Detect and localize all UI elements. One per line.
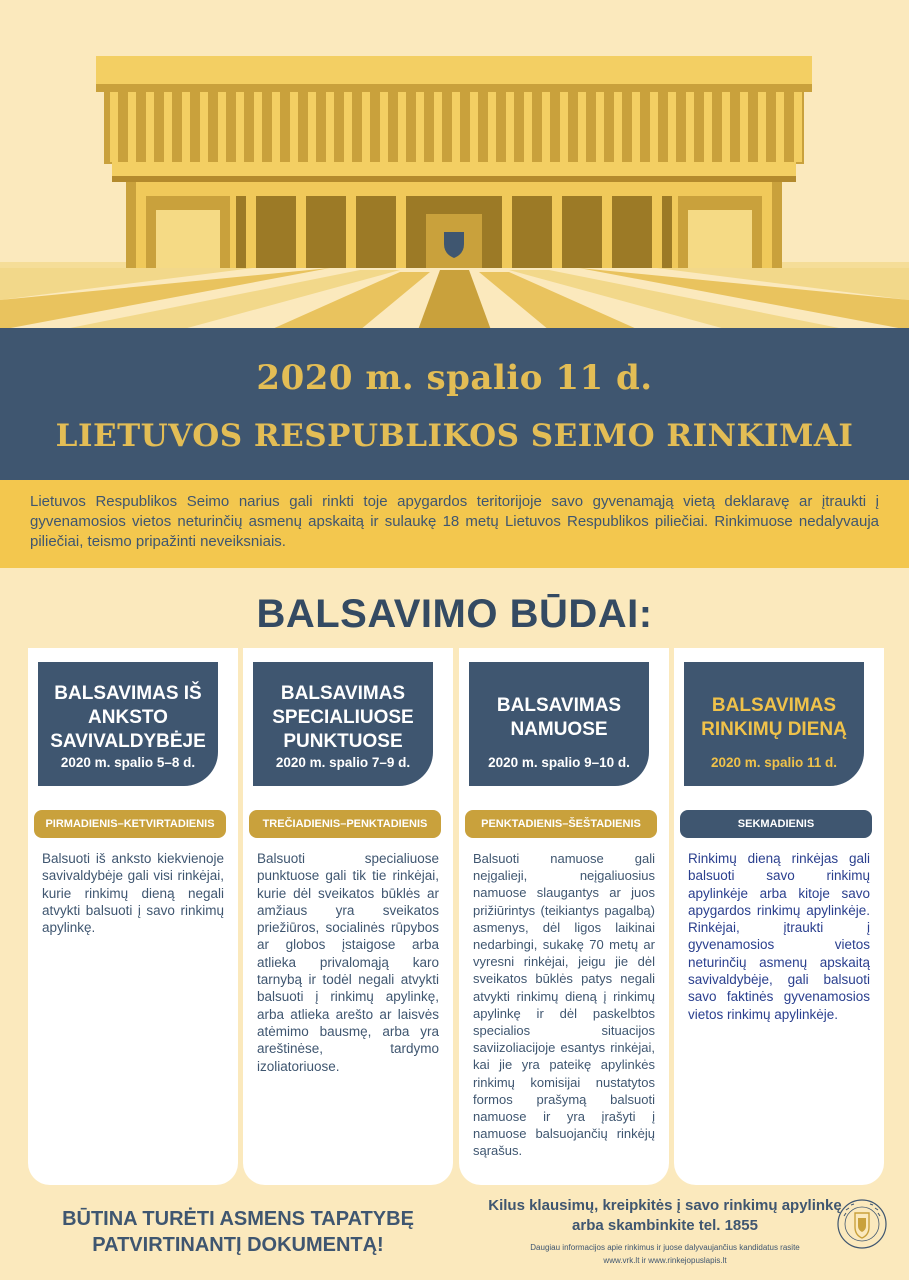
card-days-badge: PIRMADIENIS–KETVIRTADIENIS [34,810,226,838]
card-days-badge: PENKTADIENIS–ŠEŠTADIENIS [465,810,657,838]
info-links: www.vrk.lt ir www.rinkejopuslapis.lt [603,1256,727,1265]
voting-method-card [243,648,453,1185]
title-banner [0,328,909,480]
card-description: Balsuoti namuose gali neįgalieji, neįgaliuosius namuose slaugantys ar juos prižiūrintys (teikiantys pagalbą) asmenys, dėl ligos laikinai nedarbingi, sukakę 70 metų ar vyresni rinkėjai, jeigu jie dėl sveikatos būklės patys negali atvykti rinkimų dieną į rinkimų apylinkę ir dėl paskelbtos specialios situacijos saviizoliacijoje esantys rinkėjai, kai jie yra pateikę apylinkės rinkimų komisijai nustatytos formos prašymą balsuoti namuose ir yra įrašyti į namuose balsuojančių rinkėjų sąrašus. [473,851,655,1159]
card-description: Balsuoti specialiuose punktuose gali tik tie rinkėjai, kurie dėl sveikatos būklės ar amžiaus yra sveikatos priežiūros, socialinės rūpybos ar globos įstaigose arba atlieka privalomąją karo tarnybą ir todėl negali atvykti balsuoti į rinkimų apylinkę, arba atlieka arešto ar laisvės atėmimo bausmę, arba yra areštinėse, tardymo izoliatoriuose. [257,851,439,1074]
card-title: BALSAVIMAS SPECIALIUOSE PUNKTUOSE [272,683,414,752]
card-date: 2020 m. spalio 5–8 d. [60,755,196,770]
card-header [38,662,218,786]
card-date: 2020 m. spalio 11 d. [710,755,838,770]
card-description: Balsuoti iš anksto kiekvienoje savivaldybėje gali visi rinkėjai, kurie rinkimų dieną negali atvykti balsuoti į savo rinkimų apylinkę. [42,851,224,936]
id-document-notice: BŪTINA TURĖTI ASMENS TAPATYBĘ PATVIRTINANTĮ DOKUMENTĄ! [62,1208,414,1256]
intro-banner [0,480,909,568]
card-title: BALSAVIMAS RINKIMŲ DIENĄ [701,695,847,740]
card-days-badge: TREČIADIENIS–PENKTADIENIS [249,810,441,838]
voting-method-card [28,648,238,1185]
card-date: 2020 m. spalio 9–10 d. [488,755,630,770]
intro-text: Lietuvos Respublikos Seimo narius gali rinkti toje apygardos teritorijoje savo gyvenamąją vietą deklaravę ar įtraukti į gyvenamosios vietos neturinčių asmenų apskaitą ir sulaukę 18 metų Lietuvos Respublikos piliečiai. Rinkimuose nedalyvauja piliečiai, teismo pripažinti neveiksniais. [30,493,879,550]
election-date: 2020 m. spalio 11 d. [256,358,653,398]
card-date: 2020 m. spalio 7–9 d. [275,755,411,770]
card-title: BALSAVIMAS IŠ ANKSTO SAVIVALDYBĖJE [50,683,206,752]
election-title: LIETUVOS RESPUBLIKOS SEIMO RINKIMAI [55,418,854,454]
card-header [253,662,433,786]
contact-info: Kilus klausimų, kreipkitės į savo rinkimų apylinkę arba skambinkite tel. 1855 [488,1197,842,1234]
card-header [469,662,649,786]
parliament-building-illustration [0,0,909,330]
election-commission-emblem [836,1196,888,1252]
voting-method-card [459,648,669,1185]
voting-methods-heading: BALSAVIMO BŪDAI: [256,592,653,636]
card-header [684,662,864,786]
more-info-text: Daugiau informacijos apie rinkimus ir juose dalyvaujančius kandidatus rasite [530,1243,800,1252]
card-title: BALSAVIMAS NAMUOSE [496,695,622,740]
card-description: Rinkimų dieną rinkėjas gali balsuoti savo rinkimų apylinkėje arba kitoje savo apygardos rinkimų apylinkėje. Rinkėjai, įtraukti į gyvenamosios vietos neturinčių asmenų apskaitą savivaldybėje, gali balsuoti savo faktinės gyvenamosios vietos rinkimų apylinkėje. [688,851,870,1022]
card-days-badge: SEKMADIENIS [680,810,872,838]
voting-method-card [674,648,884,1185]
